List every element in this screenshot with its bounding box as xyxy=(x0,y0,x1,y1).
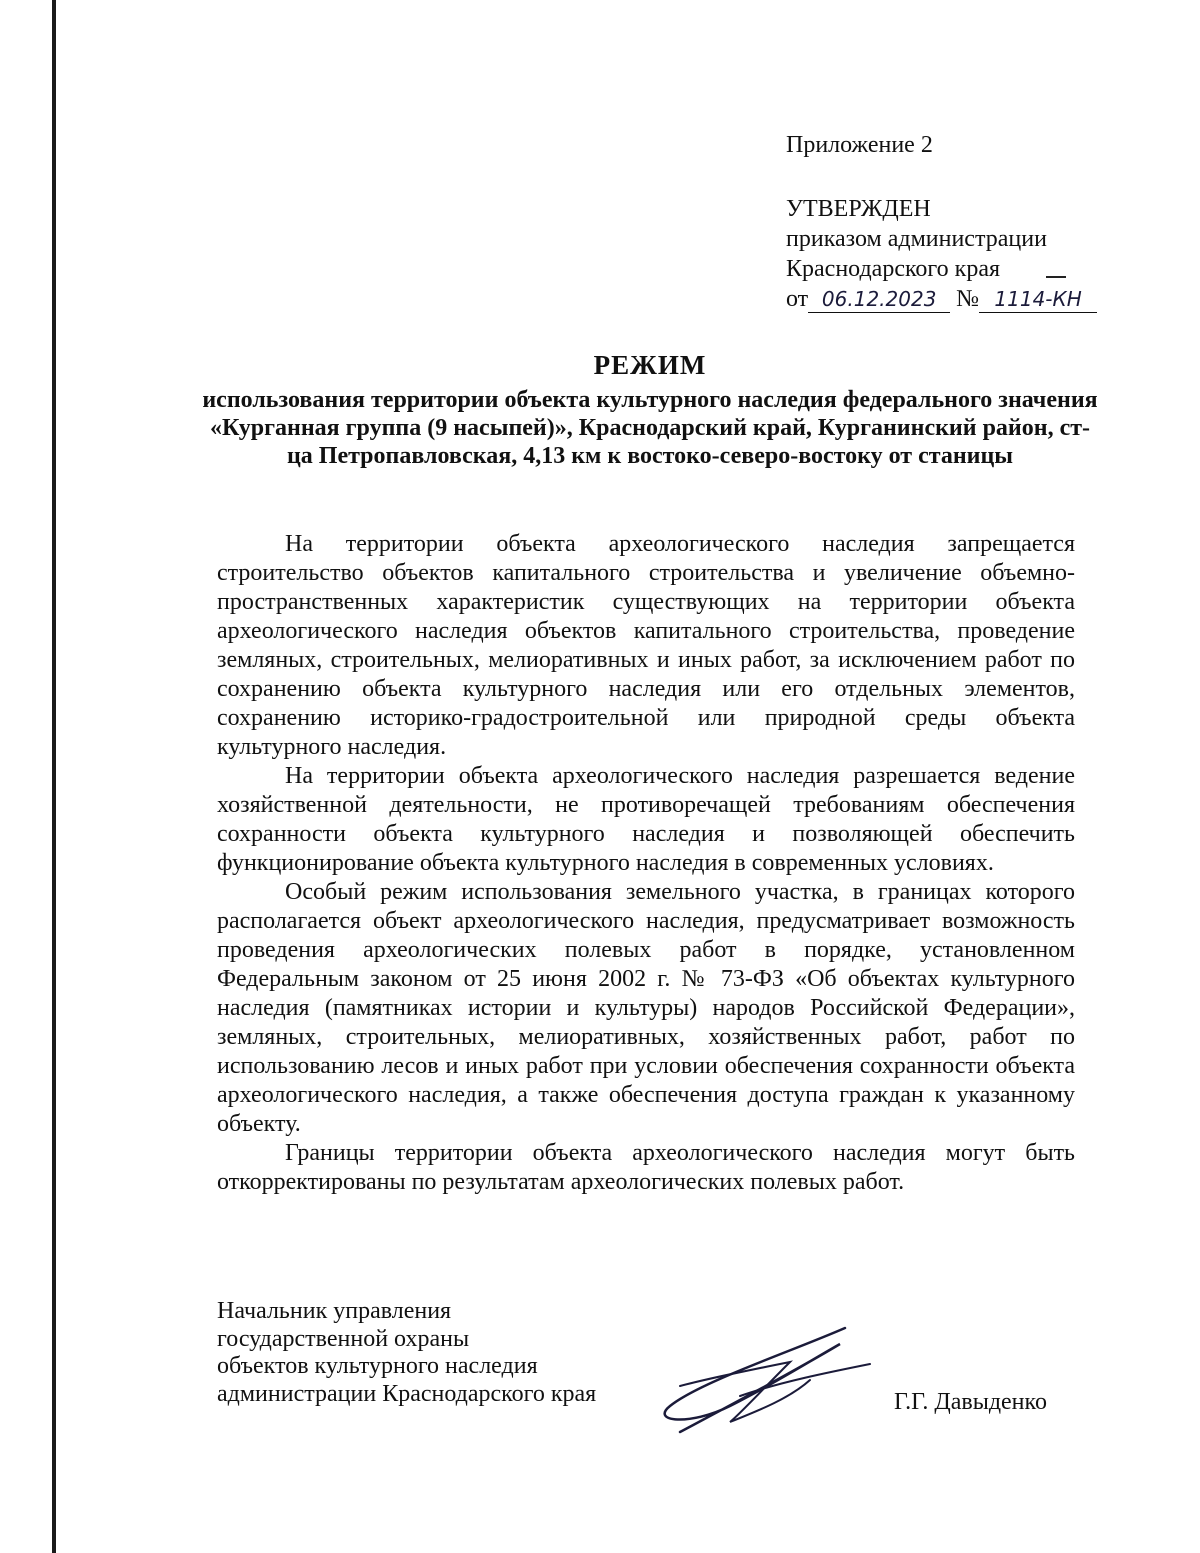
title-heading: РЕЖИМ xyxy=(593,350,707,380)
approval-line-1: приказом администрации xyxy=(786,226,1047,252)
paragraph: На территории объекта археологического наследия разрешается ведение хозяйственной деятельности, не противоречащей требованиям обеспечения сохранности объекта культурного наследия и позволяющей обеспечить функционирование объекта культурного наследия в современных условиях. xyxy=(217,763,1075,876)
document-body xyxy=(217,530,1075,1197)
handwritten-signature xyxy=(640,1322,880,1442)
approval-date-line xyxy=(786,284,1097,314)
date-prefix: от xyxy=(786,286,809,312)
signatory-name: Г.Г. Давыденко xyxy=(894,1389,1047,1415)
signatory-line-4: администрации Краснодарского края xyxy=(217,1380,597,1407)
signatory-line-2: государственной охраны xyxy=(217,1325,470,1352)
annex-label: Приложение 2 xyxy=(786,132,933,158)
document-title xyxy=(200,348,1100,470)
order-number: 1114-КН xyxy=(979,286,1097,313)
scan-border xyxy=(52,0,56,1553)
approval-line-2: Краснодарского края xyxy=(786,256,1001,282)
approval-block xyxy=(786,130,1097,314)
paragraph: Особый режим использования земельного участка, в границах которого располагается объект археологического наследия, предусматривает возможность проведения археологических полевых работ в порядке, установленном Федеральным законом от 25 июня 2002 г. № 73-ФЗ «Об объектах культурного наследия (памятниках истории и культуры) народов Российской Федерации», земляных, строительных, мелиоративных, хозяйственных работ, работ по использованию лесов и иных работ при условии обеспечения сохранности объекта археологического наследия, а также обеспечения доступа граждан к указанному объекту. xyxy=(217,879,1075,1137)
number-prefix: № xyxy=(956,286,980,312)
paragraph: На территории объекта археологического наследия запрещается строительство объектов капитального строительства и увеличение объемно-пространственных характеристик существующих на территории объекта археологического наследия объектов капитального строительства, проведение земляных, строительных, мелиоративных и иных работ, за исключением работ по сохранению объекта культурного наследия или его отдельных элементов, сохранению историко-градостроительной или природной среды объекта культурного наследия. xyxy=(217,531,1075,760)
signatory-line-3: объектов культурного наследия xyxy=(217,1353,538,1379)
signatory-line-1: Начальник управления xyxy=(217,1298,452,1324)
approved-label: УТВЕРЖДЕН xyxy=(786,196,931,222)
dash-mark xyxy=(1046,276,1066,278)
paragraph: Границы территории объекта археологического наследия могут быть откорректированы по результатам археологических полевых работ. xyxy=(217,1140,1075,1195)
title-subtitle: использования территории объекта культурного наследия федерального значения «Курганная группа (9 насыпей)», Краснодарский край, Курганинский район, ст-ца Петропавловская, 4,13 км к востоко-северо-востоку от станицы xyxy=(202,387,1098,469)
signatory-position xyxy=(217,1298,596,1408)
order-date: 06.12.2023 xyxy=(808,286,950,313)
